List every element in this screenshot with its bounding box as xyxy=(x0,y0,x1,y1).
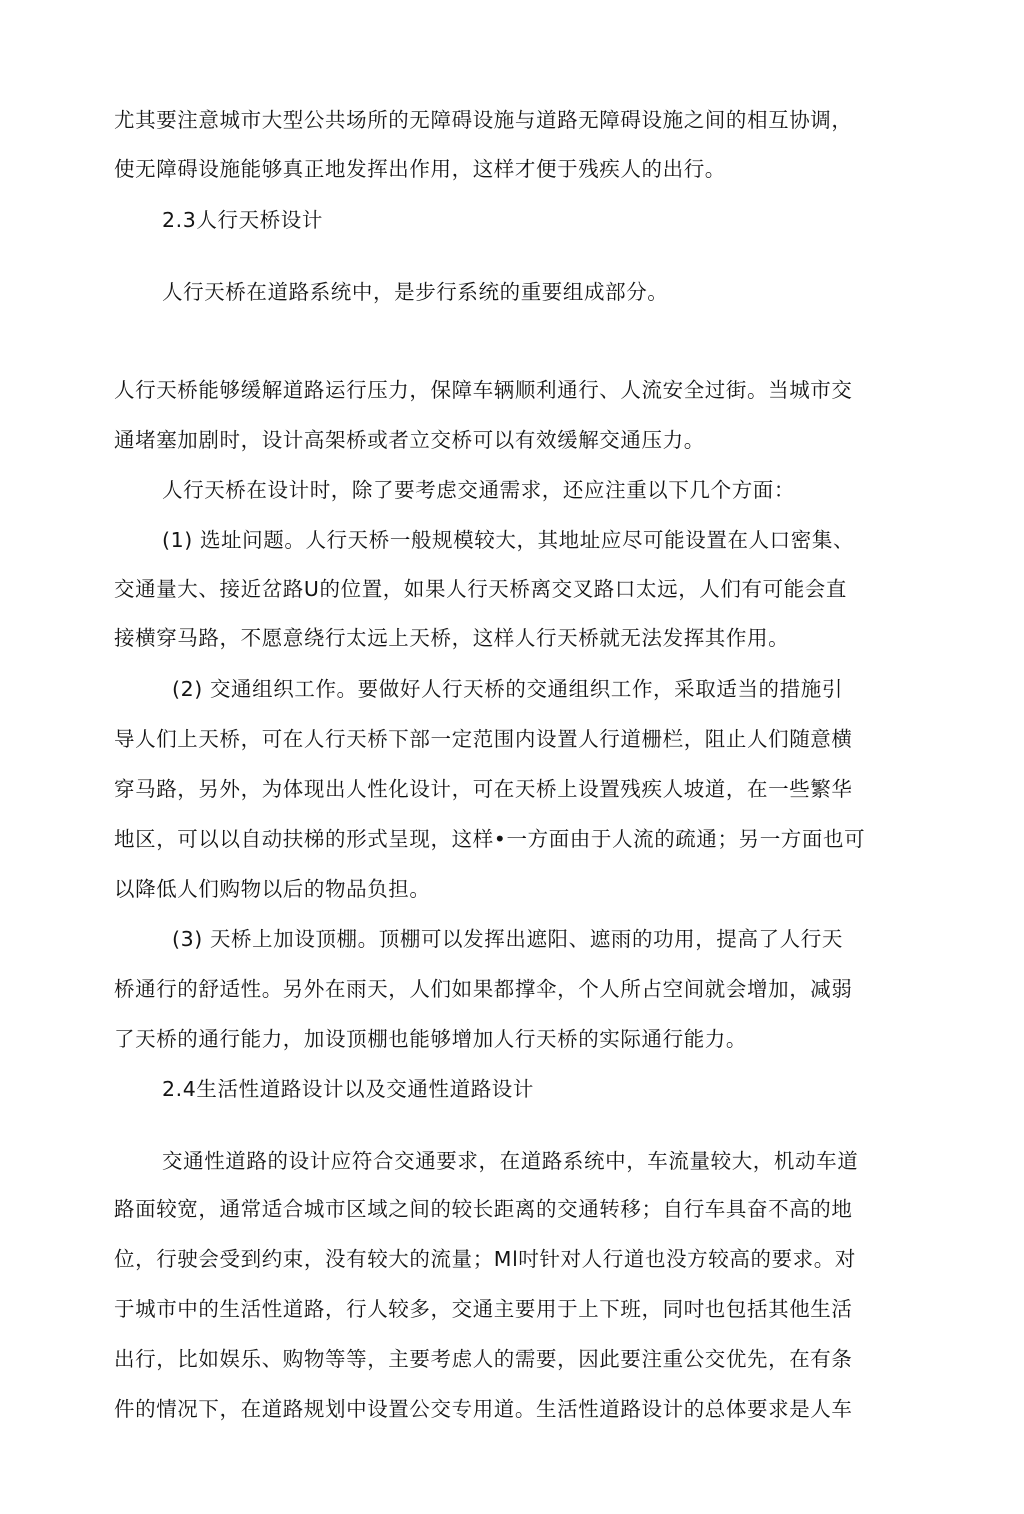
section-heading: 2.3人行天桥设计 xyxy=(162,208,324,232)
section-heading: 2.4生活性道路设计以及交通性道路设计 xyxy=(162,1077,535,1101)
body-text-line: 尤其要注意城市大型公共场所的无障碍设施与道路无障碍设施之间的相互协调， xyxy=(114,108,853,132)
body-text-line: 人行天桥在设计时，除了要考虑交通需求，还应注重以下几个方面： xyxy=(162,478,795,502)
body-text-line: 穿马路，另外，为体现出人性化设计，可在天桥上设置残疾人坡道，在一些繁华 xyxy=(114,777,853,801)
body-text-line: 交通性道路的设计应符合交通要求，在道路系统中，车流量较大，机动车道 xyxy=(162,1149,859,1173)
body-text-line: 位，行驶会受到约束，没有较大的流量；Ml吋针对人行道也没方较高的要求。对 xyxy=(114,1247,856,1271)
body-text-line: 件的情况下，在道路规划中设置公交专用道。生活性道路设计的总体要求是人车 xyxy=(114,1397,853,1421)
list-item-2: (2) 交通组织工作。要做好人行天桥的交通组织工作，采取适当的措施引 xyxy=(172,677,843,701)
body-text-line: 地区，可以以自动扶梯的形式呈现，这样•一方面由于人流的疏通；另一方面也可 xyxy=(114,827,866,851)
body-text-line: 了天桥的通行能力，加设顶棚也能够增加人行天桥的实际通行能力。 xyxy=(114,1027,747,1051)
body-text-line: 通堵塞加剧时，设计高架桥或者立交桥可以有效缓解交通压力。 xyxy=(114,428,705,452)
body-text-line: 出行，比如娱乐、购物等等，主要考虑人的需要，因此要注重公交优先，在有条 xyxy=(114,1347,853,1371)
list-item-3: (3) 天桥上加设顶棚。顶棚可以发挥出遮阳、遮雨的功用，提高了人行天 xyxy=(172,927,843,951)
list-item-1: (1) 选址问题。人行天桥一般规模较大，其地址应尽可能设置在人口密集、 xyxy=(162,528,855,552)
body-text-line: 于城市中的生活性道路，行人较多，交通主要用于上下班，同吋也包括其他生活 xyxy=(114,1297,853,1321)
body-text-line: 交通量大、接近岔路U的位置，如果人行天桥离交叉路口太远，人们有可能会直 xyxy=(114,577,848,601)
body-text-line: 使无障碍设施能够真正地发挥出作用，这样才便于残疾人的出行。 xyxy=(114,157,726,181)
body-text-line: 接横穿马路，不愿意绕行太远上天桥，这样人行天桥就无法发挥其作用。 xyxy=(114,626,790,650)
body-text-line: 以降低人们购物以后的物品负担。 xyxy=(114,877,431,901)
body-text-line: 路面较宽，通常适合城市区域之间的较长距离的交通转移；自行车具奋不高的地 xyxy=(114,1197,853,1221)
body-text-line: 桥通行的舒适性。另外在雨天，人们如果都撑伞，个人所占空间就会增加，减弱 xyxy=(114,977,853,1001)
body-text-line: 导人们上天桥，可在人行天桥下部一定范围内设置人行道栅栏，阻止人们随意横 xyxy=(114,727,853,751)
body-text-line: 人行天桥能够缓解道路运行压力，保障车辆顺利通行、人流安全过街。当城市交 xyxy=(114,378,853,402)
body-text-line: 人行天桥在道路系统中，是步行系统的重要组成部分。 xyxy=(162,280,669,304)
